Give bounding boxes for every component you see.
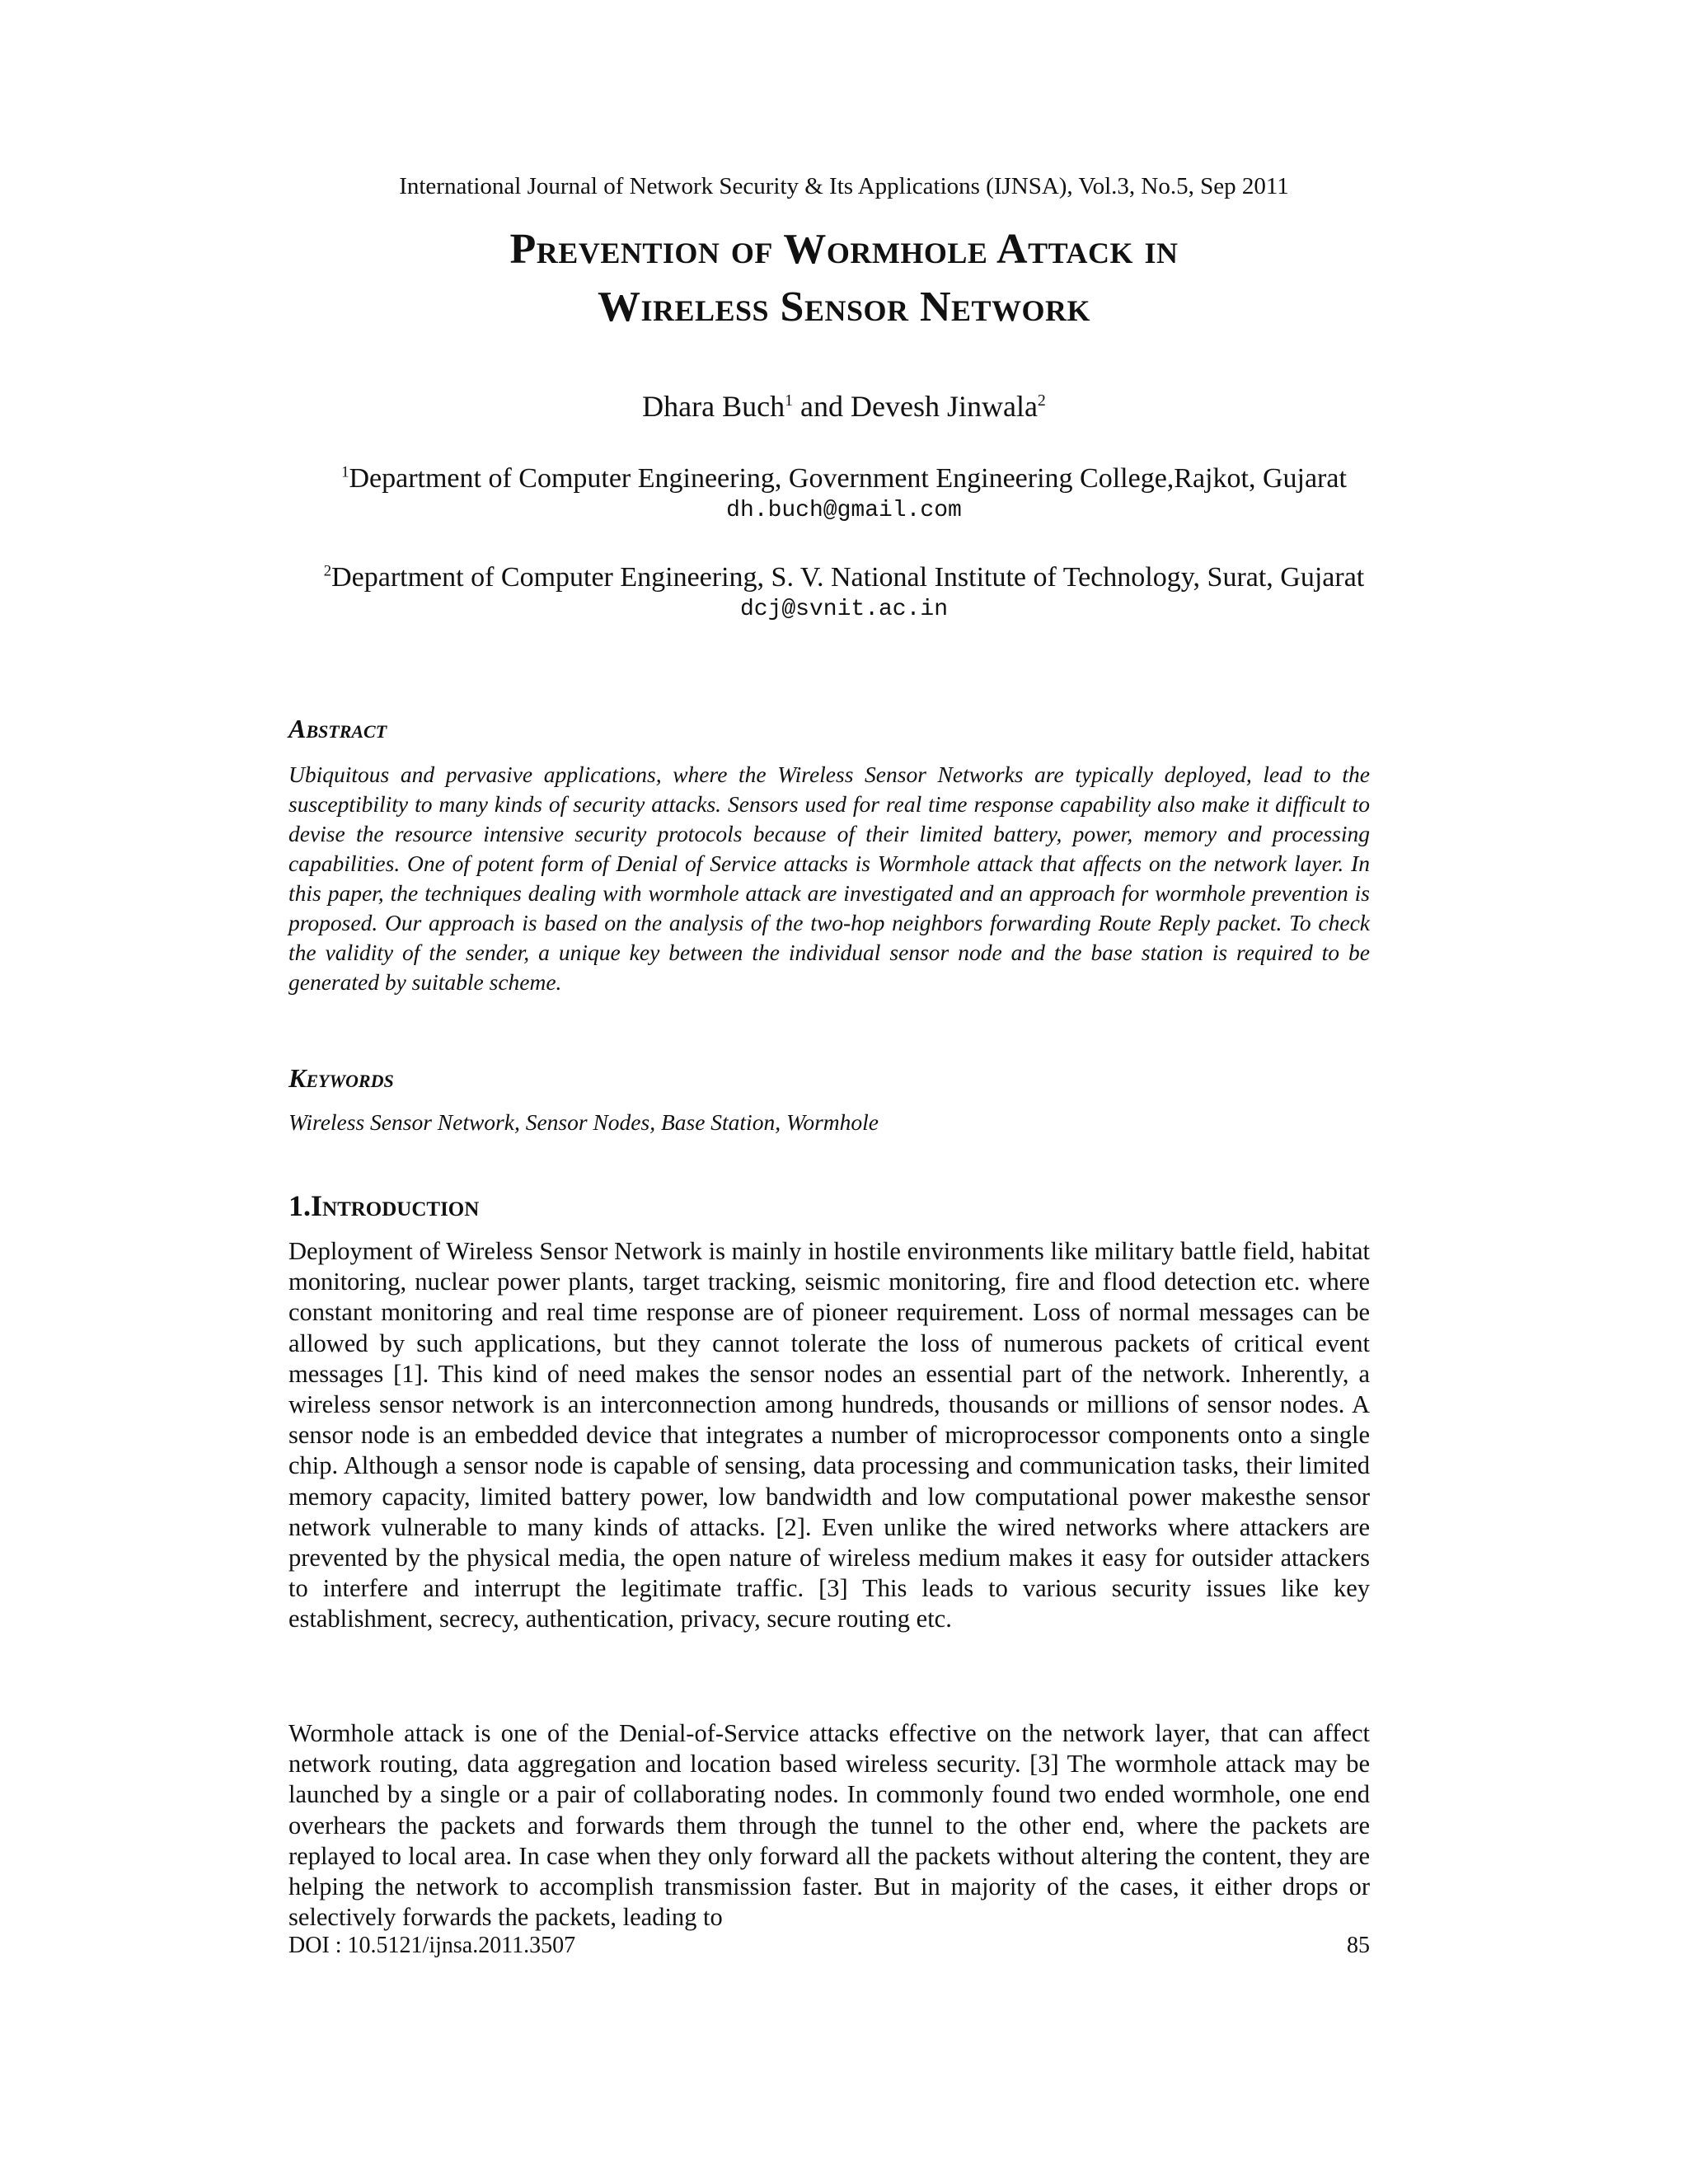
page-number: 85 (1347, 1933, 1370, 1958)
title-line-2: Wireless Sensor Network (597, 284, 1091, 330)
body-paragraph: Wormhole attack is one of the Denial-of-Service attacks effective on the network layer, that can affect network routing, data aggregation and location based wireless security. [3] The wormhole attack may be launched by a single or a pair of collaborating nodes. In commonly found two ended wormhole, one end overhears the packets and forwards them through the tunnel to the other end, where the packets are replayed to local area. In case when they only forward all the packets without altering the content, they are helping the network to accomplish transmission faster. But in majority of the cases, it either drops or selectively forwards the packets, leading to (288, 1719, 1370, 1932)
body-paragraph: Deployment of Wireless Sensor Network is mainly in hostile environments like military battle field, habitat monitoring, nuclear power plants, target tracking, seismic monitoring, fire and flood detection etc. where constant monitoring and real time response are of pioneer requirement. Loss of normal messages can be allowed by such applications, but they cannot tolerate the loss of numerous packets of critical event messages [1]. This kind of need makes the sensor nodes an essential part of the network. Inherently, a wireless sensor network is an interconnection among hundreds, thousands or millions of sensor nodes. A sensor node is an embedded device that integrates a number of microprocessor components onto a single chip. Although a sensor node is capable of sensing, data processing and communication tasks, their limited memory capacity, limited battery power, low bandwidth and low computational power makesthe sensor network vulnerable to many kinds of attacks. [2]. Even unlike the wired networks where attackers are prevented by the physical media, the open nature of wireless medium makes it easy for outsider attackers to interfere and interrupt the legitimate traffic. [3] This leads to various security issues like key establishment, secrecy, authentication, privacy, secure routing etc. (288, 1237, 1370, 1633)
abstract-text: Ubiquitous and pervasive applications, where the Wireless Sensor Networks are typically deployed, lead to the susceptibility to many kinds of security attacks. Sensors used for real time response capability also make it difficult to devise the resource intensive security protocols because of their limited battery, power, memory and processing capabilities. One of potent form of Denial of Service attacks is Wormhole attack that affects on the network layer. In this paper, the techniques dealing with wormhole attack are investigated and an approach for wormhole prevention is proposed. Our approach is based on the analysis of the two-hop neighbors forwarding Route Reply packet. To check the validity of the sender, a unique key between the individual sensor node and the base station is required to be generated by suitable scheme. (288, 762, 1370, 995)
affiliation-1 (280, 462, 1408, 526)
affiliation-2 (280, 560, 1408, 625)
author-list (0, 389, 1688, 424)
page-footer (288, 1933, 1370, 1959)
author-email-link[interactable]: dh.buch@gmail.com (726, 498, 962, 523)
doi-text: DOI : 10.5121/ijnsa.2011.3507 (288, 1933, 576, 1958)
abstract-heading: Abstract (288, 714, 387, 743)
author-name: Dhara Buch (642, 390, 785, 423)
keywords-text: Wireless Sensor Network, Sensor Nodes, Base Station, Wormhole (288, 1109, 879, 1135)
author-conjunction: and (793, 390, 851, 423)
affiliation-mark: 2 (1037, 391, 1046, 410)
running-header: International Journal of Network Security & Its Applications (IJNSA), Vol.3, No.5, Sep 2011 (399, 173, 1289, 199)
affiliation-mark: 2 (323, 562, 332, 580)
affiliation-text: Department of Computer Engineering, S. V. National Institute of Technology, Surat, Gujarat (331, 562, 1365, 593)
paper-title (0, 221, 1688, 336)
affiliation-mark: 1 (341, 463, 349, 481)
affiliation-text: Department of Computer Engineering, Government Engineering College,Rajkot, Gujarat (349, 463, 1347, 494)
introduction-heading: 1.Introduction (288, 1189, 480, 1222)
keywords-heading: Keywords (288, 1063, 394, 1093)
affiliation-mark: 1 (785, 391, 793, 410)
author-email-link[interactable]: dcj@svnit.ac.in (739, 597, 949, 622)
author-name: Devesh Jinwala (850, 390, 1038, 423)
title-line-1: Prevention of Wormhole Attack in (509, 226, 1179, 273)
